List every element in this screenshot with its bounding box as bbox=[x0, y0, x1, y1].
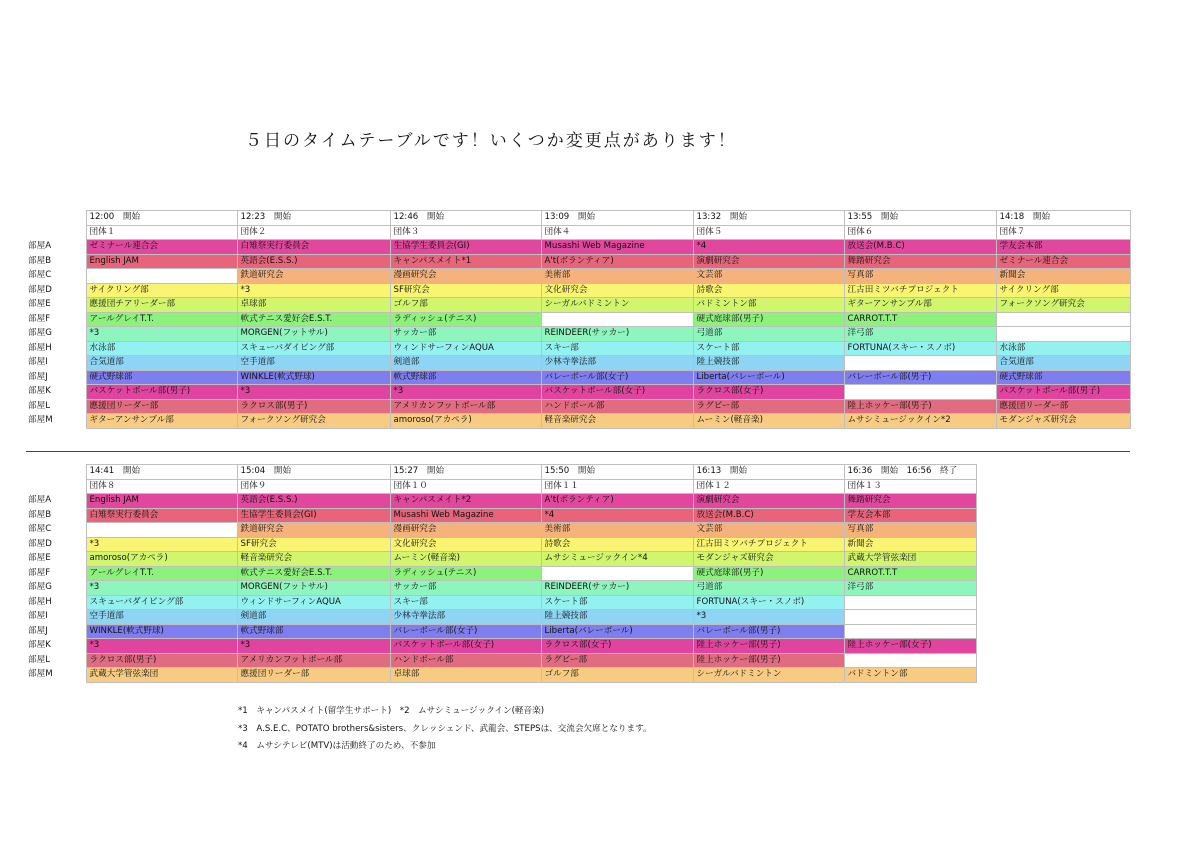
schedule-cell: 美術部 bbox=[541, 269, 693, 284]
schedule-cell: 鉄道研究会 bbox=[237, 523, 390, 538]
schedule-cell: *3 bbox=[86, 537, 237, 552]
time-row bbox=[26, 465, 976, 480]
group-row bbox=[26, 225, 1130, 240]
schedule-cell: 白雉祭実行委員会 bbox=[86, 508, 237, 523]
room-label: 部屋D bbox=[26, 283, 86, 298]
schedule-cell: 洋弓部 bbox=[844, 581, 976, 596]
schedule-cell: ウィンドサーフィンAQUA bbox=[390, 341, 541, 356]
room-label: 部屋J bbox=[26, 370, 86, 385]
schedule-cell bbox=[86, 523, 237, 538]
group-row bbox=[26, 479, 976, 494]
room-row bbox=[26, 581, 976, 596]
schedule-cell: ラグビー部 bbox=[541, 653, 693, 668]
schedule-cell: 水泳部 bbox=[996, 341, 1130, 356]
schedule-cell: ラクロス部(男子) bbox=[237, 399, 390, 414]
schedule-cell: フォークソング研究会 bbox=[996, 298, 1130, 313]
room-label: 部屋G bbox=[26, 327, 86, 342]
start-time: 15:04 開始 bbox=[237, 465, 390, 480]
start-time: 15:50 開始 bbox=[541, 465, 693, 480]
room-row bbox=[26, 269, 1130, 284]
schedule-cell: ムーミン(軽音楽) bbox=[390, 552, 541, 567]
schedule-cell: amoroso(アカペラ) bbox=[390, 414, 541, 429]
schedule-cell: アールグレイT.T. bbox=[86, 312, 237, 327]
schedule-cell: 美術部 bbox=[541, 523, 693, 538]
schedule-cell bbox=[844, 595, 976, 610]
schedule-cell: 陸上ホッケー部(男子) bbox=[844, 399, 996, 414]
schedule-cell: サイクリング部 bbox=[996, 283, 1130, 298]
start-time: 13:32 開始 bbox=[693, 211, 844, 226]
schedule-cell: 弓道部 bbox=[693, 327, 844, 342]
schedule-cell: CARROT.T.T bbox=[844, 566, 976, 581]
room-row bbox=[26, 356, 1130, 371]
room-row bbox=[26, 240, 1130, 255]
room-row bbox=[26, 639, 976, 654]
schedule-cell: ラディッシュ(テニス) bbox=[390, 566, 541, 581]
schedule-cell: ゴルフ部 bbox=[541, 668, 693, 683]
room-label: 部屋M bbox=[26, 668, 86, 683]
schedule-cell: シーガルバドミントン bbox=[693, 668, 844, 683]
schedule-cell: モダンジャズ研究会 bbox=[693, 552, 844, 567]
schedule-cell: 写真部 bbox=[844, 523, 976, 538]
schedule-cell: ラディッシュ(テニス) bbox=[390, 312, 541, 327]
schedule-cell: 演劇研究会 bbox=[693, 254, 844, 269]
schedule-cell: MORGEN(フットサル) bbox=[237, 327, 390, 342]
schedule-cell: 應援団リーダー部 bbox=[237, 668, 390, 683]
group-label: 団体１２ bbox=[693, 479, 844, 494]
schedule-cell: バスケットボール部(女子) bbox=[541, 385, 693, 400]
group-label: 団体４ bbox=[541, 225, 693, 240]
group-label: 団体１３ bbox=[844, 479, 976, 494]
schedule-cell: 文化研究会 bbox=[390, 537, 541, 552]
group-label: 団体２ bbox=[237, 225, 390, 240]
room-label: 部屋K bbox=[26, 385, 86, 400]
schedule-cell: *3 bbox=[86, 581, 237, 596]
start-time: 14:18 開始 bbox=[996, 211, 1130, 226]
schedule-cell: バスケットボール部(男子) bbox=[996, 385, 1130, 400]
schedule-cell: 学友会本部 bbox=[996, 240, 1130, 255]
schedule-cell: *3 bbox=[237, 639, 390, 654]
schedule-cell bbox=[541, 312, 693, 327]
schedule-cell: バスケットボール部(男子) bbox=[86, 385, 237, 400]
schedule-cell: 新聞会 bbox=[996, 269, 1130, 284]
schedule-cell: バドミントン部 bbox=[693, 298, 844, 313]
schedule-cell: WINKLE(軟式野球) bbox=[86, 624, 237, 639]
schedule-cell: ギターアンサンブル部 bbox=[86, 414, 237, 429]
group-label: 団体１１ bbox=[541, 479, 693, 494]
schedule-cell: 漫画研究会 bbox=[390, 523, 541, 538]
schedule-cell: 應援団リーダー部 bbox=[996, 399, 1130, 414]
start-time: 16:13 開始 bbox=[693, 465, 844, 480]
schedule-cell: 英語会(E.S.S.) bbox=[237, 494, 390, 509]
schedule-cell: ゼミナール連合会 bbox=[86, 240, 237, 255]
time-row bbox=[26, 211, 1130, 226]
room-row bbox=[26, 610, 976, 625]
room-label: 部屋B bbox=[26, 254, 86, 269]
schedule-cell: キャンパスメイト*1 bbox=[390, 254, 541, 269]
schedule-cell: ハンドボール部 bbox=[541, 399, 693, 414]
room-row bbox=[26, 298, 1130, 313]
timetable-1 bbox=[26, 210, 1131, 429]
schedule-cell: 新聞会 bbox=[844, 537, 976, 552]
room-label: 部屋H bbox=[26, 341, 86, 356]
schedule-cell: *4 bbox=[693, 240, 844, 255]
schedule-cell: バレーボール部(男子) bbox=[844, 370, 996, 385]
schedule-cell: MORGEN(フットサル) bbox=[237, 581, 390, 596]
room-label: 部屋I bbox=[26, 356, 86, 371]
schedule-cell: 学友会本部 bbox=[844, 508, 976, 523]
schedule-cell: *3 bbox=[86, 327, 237, 342]
schedule-cell bbox=[844, 624, 976, 639]
schedule-cell: サッカー部 bbox=[390, 327, 541, 342]
schedule-cell: *3 bbox=[86, 639, 237, 654]
schedule-cell: バドミントン部 bbox=[844, 668, 976, 683]
schedule-cell: 写真部 bbox=[844, 269, 996, 284]
schedule-cell: 空手道部 bbox=[237, 356, 390, 371]
schedule-cell: スキー部 bbox=[390, 595, 541, 610]
room-row bbox=[26, 414, 1130, 429]
room-label: 部屋M bbox=[26, 414, 86, 429]
room-row bbox=[26, 385, 1130, 400]
schedule-cell: モダンジャズ研究会 bbox=[996, 414, 1130, 429]
group-label: 団体１ bbox=[86, 225, 237, 240]
schedule-cell: 放送会(M.B.C) bbox=[844, 240, 996, 255]
schedule-cell: 武蔵大学管弦楽団 bbox=[86, 668, 237, 683]
room-label: 部屋J bbox=[26, 624, 86, 639]
schedule-cell: スケート部 bbox=[541, 595, 693, 610]
schedule-cell: キャンパスメイト*2 bbox=[390, 494, 541, 509]
schedule-cell: REINDEER(サッカー) bbox=[541, 327, 693, 342]
schedule-cell: ラクロス部(男子) bbox=[86, 653, 237, 668]
room-label: 部屋A bbox=[26, 240, 86, 255]
schedule-cell: 少林寺拳法部 bbox=[390, 610, 541, 625]
footnote-1: *1 キャンパスメイト(留学生サポート) *2 ムサシミュージックイン(軽音楽) bbox=[238, 706, 545, 716]
schedule-cell: 陸上ホッケー部(男子) bbox=[693, 639, 844, 654]
schedule-cell: 演劇研究会 bbox=[693, 494, 844, 509]
schedule-cell: 舞踏研究会 bbox=[844, 254, 996, 269]
schedule-cell: シーガルバドミントン bbox=[541, 298, 693, 313]
room-row bbox=[26, 523, 976, 538]
schedule-cell: アメリカンフットボール部 bbox=[390, 399, 541, 414]
schedule-cell: A't(ボランティア) bbox=[541, 494, 693, 509]
schedule-cell: アールグレイT.T. bbox=[86, 566, 237, 581]
group-label: 団体５ bbox=[693, 225, 844, 240]
schedule-cell: 合気道部 bbox=[996, 356, 1130, 371]
start-time: 15:27 開始 bbox=[390, 465, 541, 480]
schedule-cell: 硬式野球部 bbox=[996, 370, 1130, 385]
start-time: 13:55 開始 bbox=[844, 211, 996, 226]
schedule-cell: 空手道部 bbox=[86, 610, 237, 625]
room-label: 部屋F bbox=[26, 566, 86, 581]
room-label: 部屋A bbox=[26, 494, 86, 509]
room-label: 部屋B bbox=[26, 508, 86, 523]
schedule-cell: 軽音楽研究会 bbox=[237, 552, 390, 567]
schedule-cell: 應援団チアリーダー部 bbox=[86, 298, 237, 313]
group-label: 団体３ bbox=[390, 225, 541, 240]
schedule-cell: SF研究会 bbox=[237, 537, 390, 552]
schedule-cell: 軟式テニス愛好会E.S.T. bbox=[237, 312, 390, 327]
schedule-cell: 文芸部 bbox=[693, 269, 844, 284]
page-title: ５日のタイムテーブルです！いくつか変更点があります！ bbox=[245, 131, 737, 151]
schedule-cell: ムサシミュージックイン*4 bbox=[541, 552, 693, 567]
schedule-cell: ゼミナール連合会 bbox=[996, 254, 1130, 269]
schedule-cell: 應援団リーダー部 bbox=[86, 399, 237, 414]
schedule-cell: 陸上競技部 bbox=[541, 610, 693, 625]
start-time: 12:23 開始 bbox=[237, 211, 390, 226]
room-label: 部屋L bbox=[26, 653, 86, 668]
schedule-cell: 硬式野球部 bbox=[86, 370, 237, 385]
room-row bbox=[26, 327, 1130, 342]
schedule-cell: SF研究会 bbox=[390, 283, 541, 298]
room-label: 部屋G bbox=[26, 581, 86, 596]
room-label: 部屋C bbox=[26, 523, 86, 538]
room-row bbox=[26, 370, 1130, 385]
corner-cell bbox=[26, 465, 86, 480]
schedule-cell: 鉄道研究会 bbox=[237, 269, 390, 284]
schedule-cell: CARROT.T.T bbox=[844, 312, 996, 327]
room-label: 部屋D bbox=[26, 537, 86, 552]
schedule-cell: Musashi Web Magazine bbox=[390, 508, 541, 523]
room-row bbox=[26, 566, 976, 581]
schedule-cell: Musashi Web Magazine bbox=[541, 240, 693, 255]
schedule-cell: 軟式テニス愛好会E.S.T. bbox=[237, 566, 390, 581]
room-label: 部屋E bbox=[26, 552, 86, 567]
schedule-cell: 英語会(E.S.S.) bbox=[237, 254, 390, 269]
group-label: 団体９ bbox=[237, 479, 390, 494]
schedule-cell: 硬式庭球部(男子) bbox=[693, 312, 844, 327]
schedule-cell: English JAM bbox=[86, 254, 237, 269]
schedule-cell: REINDEER(サッカー) bbox=[541, 581, 693, 596]
schedule-cell: *3 bbox=[237, 385, 390, 400]
schedule-cell: 舞踏研究会 bbox=[844, 494, 976, 509]
schedule-cell bbox=[844, 385, 996, 400]
schedule-cell: 卓球部 bbox=[237, 298, 390, 313]
schedule-cell: A't(ボランティア) bbox=[541, 254, 693, 269]
room-label: 部屋C bbox=[26, 269, 86, 284]
room-row bbox=[26, 254, 1130, 269]
schedule-cell: amoroso(アカペラ) bbox=[86, 552, 237, 567]
room-row bbox=[26, 537, 976, 552]
schedule-cell: *4 bbox=[541, 508, 693, 523]
start-time: 13:09 開始 bbox=[541, 211, 693, 226]
schedule-cell: Liberta(バレーボール) bbox=[541, 624, 693, 639]
room-label: 部屋F bbox=[26, 312, 86, 327]
room-row bbox=[26, 595, 976, 610]
room-label: 部屋E bbox=[26, 298, 86, 313]
schedule-cell: ムサシミュージックイン*2 bbox=[844, 414, 996, 429]
section-divider bbox=[26, 451, 1130, 452]
schedule-cell: ラクロス部(女子) bbox=[693, 385, 844, 400]
schedule-cell: WINKLE(軟式野球) bbox=[237, 370, 390, 385]
schedule-cell: *3 bbox=[693, 610, 844, 625]
schedule-cell: 少林寺拳法部 bbox=[541, 356, 693, 371]
room-row bbox=[26, 341, 1130, 356]
schedule-cell: 軽音楽研究会 bbox=[541, 414, 693, 429]
schedule-cell: アメリカンフットボール部 bbox=[237, 653, 390, 668]
room-row bbox=[26, 552, 976, 567]
room-label: 部屋L bbox=[26, 399, 86, 414]
schedule-cell: FORTUNA(スキー・スノボ) bbox=[844, 341, 996, 356]
footnote-3: *3 A.S.E.C、POTATO brothers&sisters、クレッシェンド、武龍会、STEPSは、交流会欠席となります。 bbox=[238, 723, 652, 734]
schedule-cell bbox=[86, 269, 237, 284]
schedule-cell: バスケットボール部(女子) bbox=[390, 639, 541, 654]
schedule-cell: ラクロス部(女子) bbox=[541, 639, 693, 654]
schedule-cell: 生協学生委員会(GI) bbox=[390, 240, 541, 255]
schedule-cell: バレーボール部(女子) bbox=[390, 624, 541, 639]
schedule-cell bbox=[996, 327, 1130, 342]
schedule-cell: ゴルフ部 bbox=[390, 298, 541, 313]
schedule-cell: サイクリング部 bbox=[86, 283, 237, 298]
schedule-cell: 陸上ホッケー部(女子) bbox=[844, 639, 976, 654]
schedule-cell: 江古田ミツバチプロジェクト bbox=[693, 537, 844, 552]
schedule-cell: スキー部 bbox=[541, 341, 693, 356]
schedule-cell: *3 bbox=[237, 283, 390, 298]
room-row bbox=[26, 312, 1130, 327]
schedule-cell: 放送会(M.B.C) bbox=[693, 508, 844, 523]
schedule-cell: ギターアンサンブル部 bbox=[844, 298, 996, 313]
group-label: 団体８ bbox=[86, 479, 237, 494]
schedule-cell: バレーボール部(男子) bbox=[693, 624, 844, 639]
room-row bbox=[26, 668, 976, 683]
footnote-4: *4 ムサシテレビ(MTV)は活動終了のため、不参加 bbox=[238, 741, 436, 751]
room-label: 部屋K bbox=[26, 639, 86, 654]
schedule-cell: 白雉祭実行委員会 bbox=[237, 240, 390, 255]
corner-cell bbox=[26, 479, 86, 494]
schedule-cell: 硬式庭球部(男子) bbox=[693, 566, 844, 581]
schedule-cell: English JAM bbox=[86, 494, 237, 509]
schedule-cell: *3 bbox=[390, 385, 541, 400]
schedule-cell: 剣道部 bbox=[390, 356, 541, 371]
schedule-cell bbox=[844, 653, 976, 668]
schedule-cell: 軟式野球部 bbox=[390, 370, 541, 385]
schedule-cell: 洋弓部 bbox=[844, 327, 996, 342]
footnotes bbox=[238, 703, 652, 756]
start-time: 12:46 開始 bbox=[390, 211, 541, 226]
schedule-cell: Liberta(バレーボール) bbox=[693, 370, 844, 385]
schedule-cell bbox=[844, 356, 996, 371]
schedule-cell: 詩歌会 bbox=[541, 537, 693, 552]
schedule-cell: ラグビー部 bbox=[693, 399, 844, 414]
schedule-cell: 弓道部 bbox=[693, 581, 844, 596]
corner-cell bbox=[26, 211, 86, 226]
room-row bbox=[26, 494, 976, 509]
group-label: 団体１０ bbox=[390, 479, 541, 494]
timetable-2 bbox=[26, 464, 977, 683]
schedule-cell: バレーボール部(女子) bbox=[541, 370, 693, 385]
room-row bbox=[26, 399, 1130, 414]
schedule-cell: スケート部 bbox=[693, 341, 844, 356]
room-row bbox=[26, 624, 976, 639]
schedule-cell: 卓球部 bbox=[390, 668, 541, 683]
schedule-cell: ハンドボール部 bbox=[390, 653, 541, 668]
schedule-cell: スキューバダイビング部 bbox=[237, 341, 390, 356]
group-label: 団体６ bbox=[844, 225, 996, 240]
schedule-cell: 文芸部 bbox=[693, 523, 844, 538]
room-label: 部屋H bbox=[26, 595, 86, 610]
schedule-cell: 詩歌会 bbox=[693, 283, 844, 298]
schedule-cell: 軟式野球部 bbox=[237, 624, 390, 639]
schedule-cell bbox=[844, 610, 976, 625]
schedule-cell: 合気道部 bbox=[86, 356, 237, 371]
schedule-cell bbox=[541, 566, 693, 581]
schedule-cell: 陸上ホッケー部(男子) bbox=[693, 653, 844, 668]
schedule-cell: 水泳部 bbox=[86, 341, 237, 356]
room-row bbox=[26, 508, 976, 523]
room-label: 部屋I bbox=[26, 610, 86, 625]
start-time: 12:00 開始 bbox=[86, 211, 237, 226]
room-row bbox=[26, 283, 1130, 298]
schedule-cell: 武蔵大学管弦楽団 bbox=[844, 552, 976, 567]
schedule-cell: 陸上競技部 bbox=[693, 356, 844, 371]
schedule-cell: スキューバダイビング部 bbox=[86, 595, 237, 610]
schedule-cell: 文化研究会 bbox=[541, 283, 693, 298]
corner-cell bbox=[26, 225, 86, 240]
schedule-cell: ムーミン(軽音楽) bbox=[693, 414, 844, 429]
group-label: 団体７ bbox=[996, 225, 1130, 240]
schedule-cell: フォークソング研究会 bbox=[237, 414, 390, 429]
room-row bbox=[26, 653, 976, 668]
start-time: 14:41 開始 bbox=[86, 465, 237, 480]
schedule-cell: 江古田ミツバチプロジェクト bbox=[844, 283, 996, 298]
schedule-cell: 生協学生委員会(GI) bbox=[237, 508, 390, 523]
schedule-cell: 漫画研究会 bbox=[390, 269, 541, 284]
schedule-cell bbox=[996, 312, 1130, 327]
start-time: 16:36 開始 16:56 終了 bbox=[844, 465, 976, 480]
schedule-cell: 剣道部 bbox=[237, 610, 390, 625]
schedule-cell: サッカー部 bbox=[390, 581, 541, 596]
schedule-cell: ウィンドサーフィンAQUA bbox=[237, 595, 390, 610]
schedule-cell: FORTUNA(スキー・スノボ) bbox=[693, 595, 844, 610]
